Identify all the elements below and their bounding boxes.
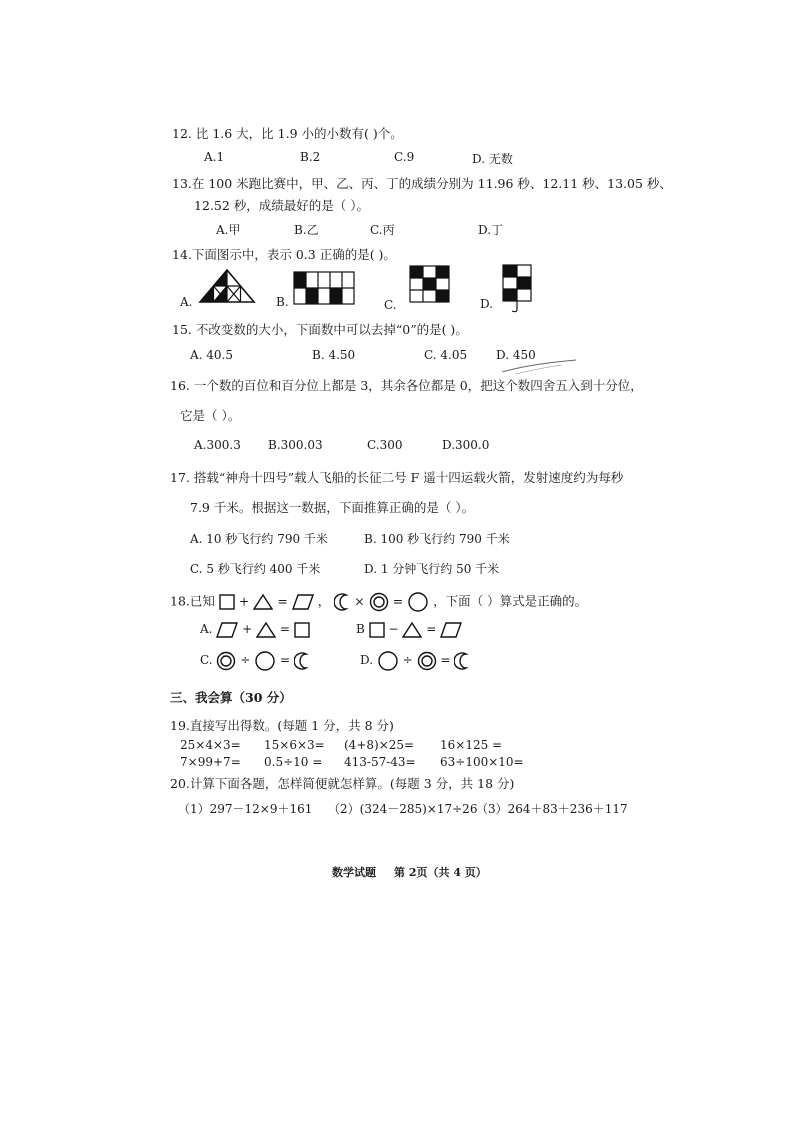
q17-option-c: C. 5 秒飞行约 400 千米 <box>190 562 321 576</box>
q12-option-c: C.9 <box>394 150 415 164</box>
q18-stem-tail: ，下面（ ）算式是正确的。 <box>433 593 588 609</box>
q19-item-6: 0.5÷10 = <box>264 755 323 769</box>
double-circle-icon <box>216 651 236 671</box>
q18-prefix: 18.已知 <box>170 593 215 609</box>
q17-option-a: A. 10 秒飞行约 790 千米 <box>190 532 328 546</box>
q20-item-2: （2）(324－285)×17÷26 <box>328 802 478 816</box>
footer-subject: 数学试题 <box>332 866 376 879</box>
q19-item-1: 25×4×3= <box>180 738 241 752</box>
double-circle-icon <box>369 592 389 612</box>
q19-item-8: 63÷100×10= <box>440 755 524 769</box>
q15-stem: 15. 不改变数的大小，下面数中可以去掉“0”的是( )。 <box>172 322 468 337</box>
q16-option-d: D.300.0 <box>442 438 490 452</box>
q16-option-b: B.300.03 <box>268 438 323 452</box>
q18-option-c-divide: ÷ <box>240 653 251 667</box>
q18-option-d <box>360 650 470 671</box>
q18-option-a-plus: + <box>242 622 253 636</box>
q16-option-c: C.300 <box>367 438 403 452</box>
triangle-icon <box>253 594 273 610</box>
q18-option-d-equals: = <box>440 653 451 667</box>
q13-stem-line2: 12.52 秒，成绩最好的是（ ）。 <box>194 198 369 213</box>
q14-option-c: C. <box>384 298 397 312</box>
q18-equals: = <box>277 593 288 609</box>
q18-equals-2: = <box>392 593 404 609</box>
q17-option-b: B. 100 秒飞行约 790 千米 <box>364 532 510 546</box>
parallelogram-icon <box>292 594 314 610</box>
q16-stem-line2: 它是（ ）。 <box>180 408 241 423</box>
q15-option-d: D. 450 <box>496 348 536 362</box>
q13-option-b: B.乙 <box>294 223 319 237</box>
pencil-stroke-mark <box>500 358 580 378</box>
q14-figure-d-grid <box>503 265 531 313</box>
circle-icon <box>254 651 276 671</box>
q18-option-b-label: B <box>356 622 365 636</box>
q18-times: × <box>354 593 365 609</box>
q13-option-a: A.甲 <box>216 223 241 237</box>
double-circle-icon <box>417 651 437 671</box>
square-icon <box>294 622 310 638</box>
q15-option-c: C. 4.05 <box>424 348 468 362</box>
q14-option-a: A. <box>180 295 193 309</box>
crescent-moon-icon <box>334 593 350 611</box>
q17-option-d: D. 1 分钟飞行约 50 千米 <box>364 562 500 576</box>
crescent-moon-icon <box>454 652 470 670</box>
q18-option-b-equals: = <box>426 622 437 636</box>
q12-option-d: D. 无数 <box>472 152 513 166</box>
square-icon <box>219 594 235 610</box>
q14-figure-a-triangle <box>198 268 256 304</box>
q12-option-b: B.2 <box>300 150 321 164</box>
q14-figure-c-grid <box>410 266 449 302</box>
circle-icon <box>377 651 399 671</box>
triangle-icon <box>402 622 422 638</box>
q19-item-3: (4+8)×25= <box>344 738 415 752</box>
q19-item-7: 413-57-43= <box>344 755 416 769</box>
q15-option-a: A. 40.5 <box>190 348 234 362</box>
q13-stem-line1: 13.在 100 米跑比赛中，甲、乙、丙、丁的成绩分别为 11.96 秒、12.11 秒、13.05 秒、 <box>172 176 672 191</box>
q19-item-2: 15×6×3= <box>264 738 325 752</box>
triangle-icon <box>256 622 276 638</box>
q18-option-c-equals: = <box>279 653 291 667</box>
crescent-moon-icon <box>294 652 310 670</box>
square-icon <box>369 622 385 638</box>
q18-option-b-minus: − <box>388 622 399 636</box>
q19-item-4: 16×125 = <box>440 738 503 752</box>
circle-icon <box>407 592 429 612</box>
q20-item-1: （1）297－12×9＋161 <box>178 802 313 816</box>
q12-stem: 12. 比 1.6 大，比 1.9 小的小数有( )个。 <box>172 126 403 141</box>
q14-option-d: D. <box>480 297 494 311</box>
q18-plus: + <box>238 593 250 609</box>
q12-option-a: A.1 <box>204 150 225 164</box>
q14-stem: 14.下面图示中，表示 0.3 正确的是( )。 <box>172 247 396 262</box>
q20-item-3: （3）264＋83＋236＋117 <box>476 802 628 816</box>
q13-option-c: C.丙 <box>370 223 395 237</box>
q18-option-a-equals: = <box>279 622 290 636</box>
footer-page-number: 第 2页（共 4 页） <box>394 866 487 879</box>
q20-stem: 20.计算下面各题，怎样简便就怎样算。(每题 3 分，共 18 分) <box>170 776 515 791</box>
q13-option-d: D.丁 <box>478 223 504 237</box>
parallelogram-icon <box>216 622 238 638</box>
q15-option-b: B. 4.50 <box>312 348 356 362</box>
q18-option-c <box>200 650 310 671</box>
q19-stem: 19.直接写出得数。(每题 1 分，共 8 分) <box>170 718 394 733</box>
q18-stem <box>170 592 587 612</box>
q17-stem-line1: 17. 搭载“神舟十四号”载人飞船的长征二号 F 遥十四运载火箭，发射速度约为每秒 <box>170 470 624 485</box>
q14-figure-b-grid <box>294 272 354 304</box>
section-3-title: 三、我会算（30 分） <box>170 690 292 705</box>
q18-option-d-label: D. <box>360 653 374 667</box>
q18-comma: ， <box>317 593 331 609</box>
q18-option-b <box>356 620 462 638</box>
q18-option-d-divide: ÷ <box>402 653 413 667</box>
parallelogram-icon <box>440 622 462 638</box>
q18-option-a-label: A. <box>200 622 213 636</box>
q14-option-b: B. <box>276 295 289 309</box>
q18-option-c-label: C. <box>200 653 213 667</box>
q18-option-a <box>200 620 310 638</box>
q16-option-a: A.300.3 <box>194 438 241 452</box>
q17-stem-line2: 7.9 千米。根据这一数据，下面推算正确的是（ ）。 <box>190 500 475 515</box>
q19-item-5: 7×99+7= <box>180 755 241 769</box>
q16-stem-line1: 16. 一个数的百位和百分位上都是 3，其余各位都是 0，把这个数四舍五入到十分位， <box>170 378 643 393</box>
